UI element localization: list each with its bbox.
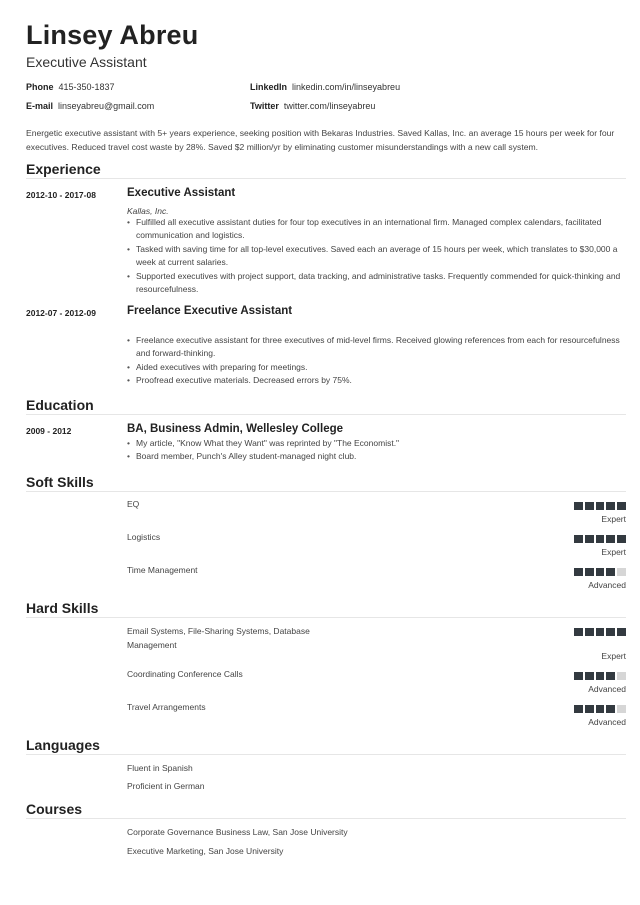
course-item: Executive Marketing, San Jose University bbox=[127, 846, 284, 856]
soft-skill-2-rating bbox=[574, 535, 626, 543]
contact-email bbox=[26, 101, 154, 111]
contact-linkedin bbox=[250, 82, 400, 92]
rating-filled-square bbox=[585, 535, 594, 543]
experience-2-title: Freelance Executive Assistant bbox=[127, 305, 293, 317]
contact-phone-label: Phone bbox=[26, 82, 54, 92]
soft-skill-1-name: EQ bbox=[127, 499, 140, 509]
hard-skill-2-rating bbox=[574, 672, 626, 680]
section-title-soft-skills: Soft Skills bbox=[26, 474, 94, 490]
contact-phone-value: 415-350-1837 bbox=[58, 82, 115, 92]
rating-filled-square bbox=[596, 568, 605, 576]
experience-1-title: Executive Assistant bbox=[127, 187, 236, 199]
rating-filled-square bbox=[596, 672, 605, 680]
rating-filled-square bbox=[574, 535, 583, 543]
hard-skill-3-name: Travel Arrangements bbox=[127, 702, 206, 712]
soft-skill-1-level: Expert bbox=[601, 514, 626, 524]
soft-skill-3-name: Time Management bbox=[127, 565, 198, 575]
rating-empty-square bbox=[617, 568, 626, 576]
hard-skill-2-level: Advanced bbox=[588, 684, 626, 694]
rating-filled-square bbox=[574, 568, 583, 576]
section-divider bbox=[26, 818, 626, 819]
contact-linkedin-label: LinkedIn bbox=[250, 82, 288, 92]
rating-filled-square bbox=[585, 568, 594, 576]
rating-filled-square bbox=[617, 502, 626, 510]
section-title-education: Education bbox=[26, 397, 94, 413]
section-divider bbox=[26, 178, 626, 179]
education-1-dates: 2009 - 2012 bbox=[26, 426, 72, 436]
rating-filled-square bbox=[606, 672, 615, 680]
rating-filled-square bbox=[596, 502, 605, 510]
rating-filled-square bbox=[585, 502, 594, 510]
bullet: • Board member, Punch's Alley student-managed night club. bbox=[127, 450, 622, 463]
section-title-hard-skills: Hard Skills bbox=[26, 600, 99, 616]
rating-filled-square bbox=[606, 705, 615, 713]
experience-2-dates: 2012-07 - 2012-09 bbox=[26, 308, 96, 318]
summary: Energetic executive assistant with 5+ years experience, seeking position with Bekaras Industries. Saved Kallas, Inc. an average 15 hours per week for four executives. Reduced travel cost waste by 28%. Saved $2 million/yr by eliminating customer misunderstandings with a new call system. bbox=[26, 128, 615, 152]
experience-1-company: Kallas, Inc. bbox=[127, 206, 169, 216]
bullet: • Aided executives with preparing for meetings. bbox=[127, 361, 622, 374]
candidate-headline: Executive Assistant bbox=[26, 54, 147, 70]
rating-filled-square bbox=[574, 672, 583, 680]
soft-skill-3-level: Advanced bbox=[588, 580, 626, 590]
soft-skill-3-rating bbox=[574, 568, 626, 576]
hard-skill-3-level: Advanced bbox=[588, 717, 626, 727]
contact-twitter-label: Twitter bbox=[250, 101, 279, 111]
rating-filled-square bbox=[617, 628, 626, 636]
rating-filled-square bbox=[585, 628, 594, 636]
hard-skill-3-rating bbox=[574, 705, 626, 713]
hard-skill-1-rating bbox=[574, 628, 626, 636]
section-divider bbox=[26, 617, 626, 618]
experience-2-bullets bbox=[127, 334, 622, 388]
rating-filled-square bbox=[574, 628, 583, 636]
rating-filled-square bbox=[596, 535, 605, 543]
education-1-title: BA, Business Admin, Wellesley College bbox=[127, 423, 344, 435]
rating-empty-square bbox=[617, 672, 626, 680]
rating-filled-square bbox=[585, 672, 594, 680]
rating-filled-square bbox=[596, 628, 605, 636]
rating-filled-square bbox=[606, 628, 615, 636]
contact-phone bbox=[26, 82, 115, 92]
rating-empty-square bbox=[617, 705, 626, 713]
experience-1-bullets bbox=[127, 216, 622, 296]
contact-twitter bbox=[250, 101, 375, 111]
rating-filled-square bbox=[606, 568, 615, 576]
soft-skill-2-name: Logistics bbox=[127, 532, 161, 542]
section-divider bbox=[26, 414, 626, 415]
rating-filled-square bbox=[617, 535, 626, 543]
course-item: Corporate Governance Business Law, San Jose University bbox=[127, 827, 348, 837]
hard-skill-1-level: Expert bbox=[601, 651, 626, 661]
section-divider bbox=[26, 491, 626, 492]
language-item: Proficient in German bbox=[127, 781, 205, 791]
experience-1-dates: 2012-10 - 2017-08 bbox=[26, 190, 96, 200]
hard-skill-1-name: Email Systems, File-Sharing Systems, Database Management bbox=[127, 626, 310, 650]
rating-filled-square bbox=[574, 705, 583, 713]
contact-twitter-value[interactable]: twitter.com/linseyabreu bbox=[283, 101, 376, 111]
bullet: • My article, "Know What they Want" was reprinted by "The Economist." bbox=[127, 437, 622, 450]
soft-skill-2-level: Expert bbox=[601, 547, 626, 557]
section-divider bbox=[26, 754, 626, 755]
bullet: • Fulfilled all executive assistant duties for four top executives in an international firm. Managed complex calendars, facilitated communication and logistics. bbox=[127, 216, 622, 243]
section-title-courses: Courses bbox=[26, 801, 83, 817]
section-title-experience: Experience bbox=[26, 161, 101, 177]
bullet: • Freelance executive assistant for three executives of mid-level firms. Received glowing references from each for resourcefulness and forward-thinking. bbox=[127, 334, 622, 361]
language-item: Fluent in Spanish bbox=[127, 763, 193, 773]
rating-filled-square bbox=[596, 705, 605, 713]
contact-email-value[interactable]: linseyabreu@gmail.com bbox=[58, 101, 155, 111]
bullet: • Tasked with saving time for all top-level executives. Saved each an average of 15 hours per week, which translates to $30,000 a week at current salaries. bbox=[127, 243, 622, 270]
candidate-name: Linsey Abreu bbox=[26, 20, 199, 50]
rating-filled-square bbox=[585, 705, 594, 713]
soft-skill-1-rating bbox=[574, 502, 626, 510]
hard-skill-2-name: Coordinating Conference Calls bbox=[127, 669, 243, 679]
bullet: • Proofread executive materials. Decreased errors by 75%. bbox=[127, 374, 622, 387]
section-title-languages: Languages bbox=[26, 737, 100, 753]
rating-filled-square bbox=[606, 502, 615, 510]
rating-filled-square bbox=[574, 502, 583, 510]
contact-linkedin-value[interactable]: linkedin.com/in/linseyabreu bbox=[292, 82, 401, 92]
education-1-bullets bbox=[127, 437, 622, 464]
rating-filled-square bbox=[606, 535, 615, 543]
contact-email-label: E-mail bbox=[26, 101, 54, 111]
bullet: • Supported executives with project support, data tracking, and administrative tasks. Frequently commended for quick-thinking and resourcefulness. bbox=[127, 270, 622, 297]
